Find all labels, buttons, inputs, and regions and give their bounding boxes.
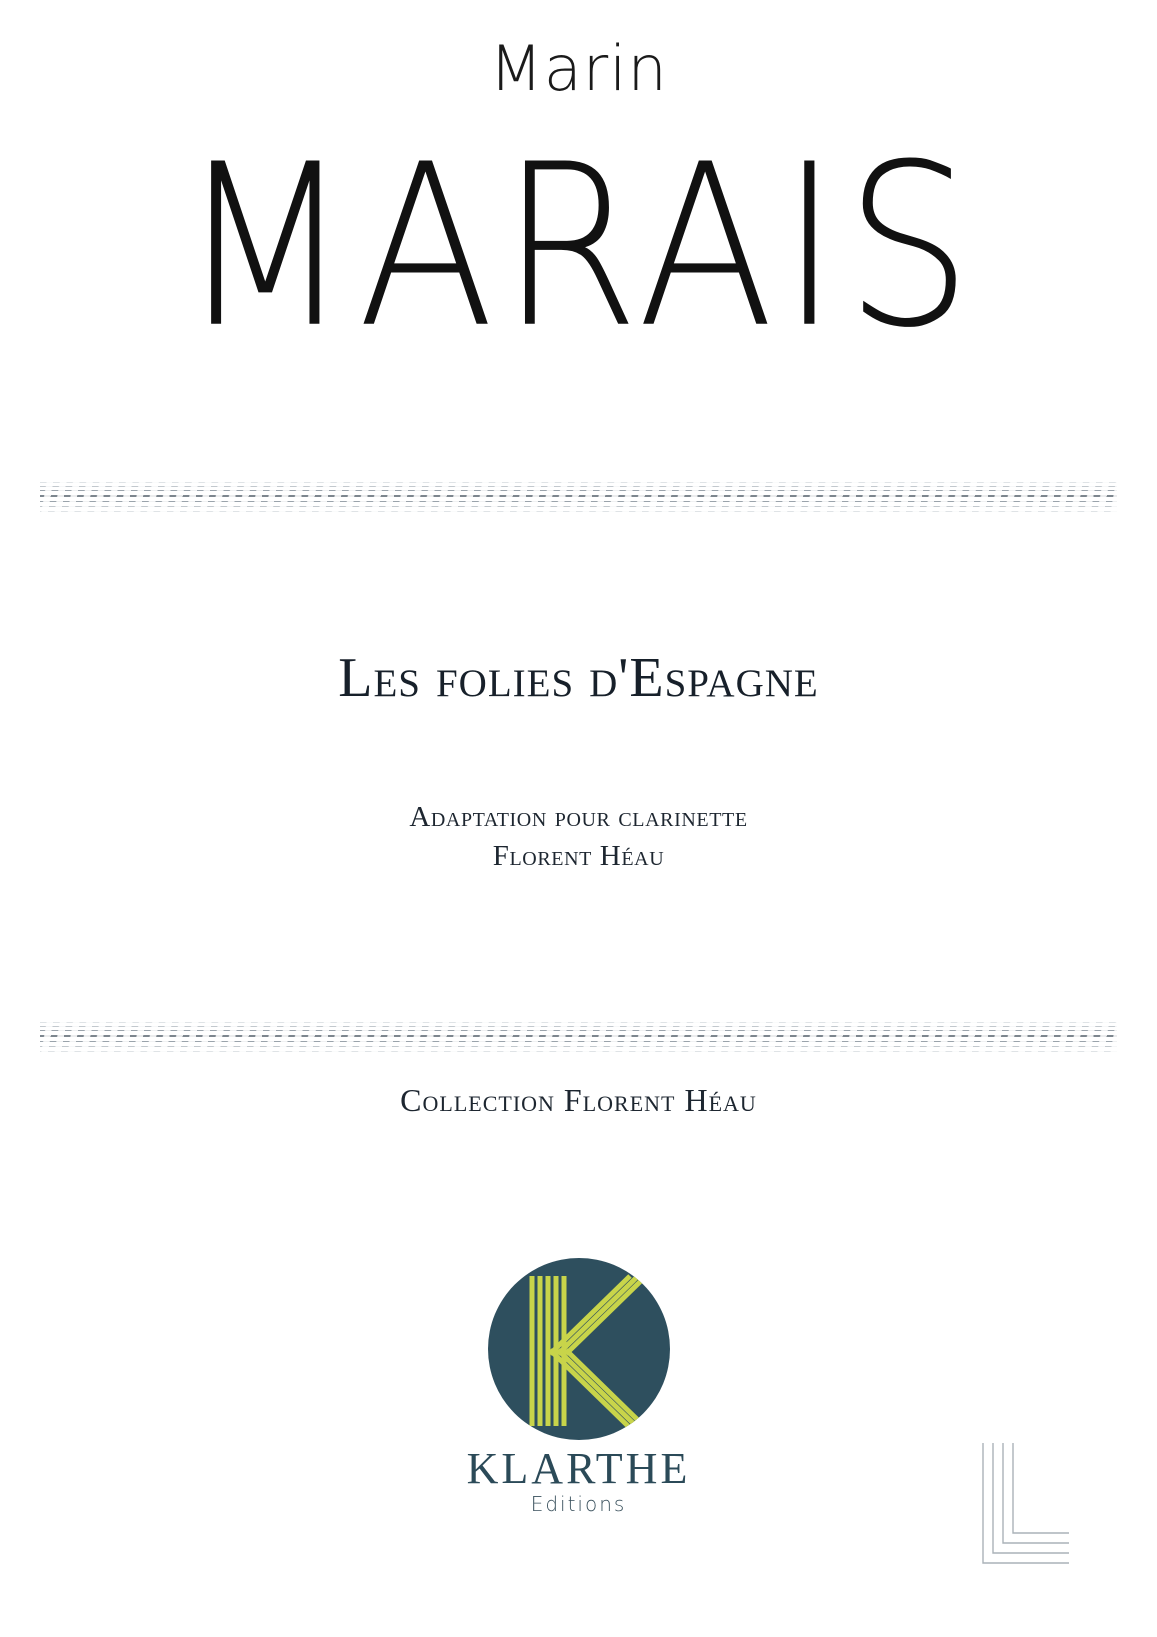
composer-first-name: Marin xyxy=(489,32,668,105)
publisher-subtitle: Editions xyxy=(530,1492,627,1517)
decorative-rule-band-bottom xyxy=(40,1022,1117,1056)
collection-label: Collection Florent Héau xyxy=(400,1082,757,1118)
logo-k-icon xyxy=(488,1258,670,1440)
subtitle-block xyxy=(0,798,1157,876)
decorative-rule-band-top xyxy=(40,482,1117,516)
composer-last-name: MARAIS xyxy=(179,116,978,378)
subtitle-adaptation: Adaptation pour clarinette xyxy=(409,801,748,833)
publisher-name: KLARTHE xyxy=(466,1444,691,1493)
work-title: Les folies d'Espagne xyxy=(338,647,819,709)
corner-bracket-ornament xyxy=(981,1443,1071,1583)
subtitle-arranger: Florent Héau xyxy=(492,840,665,873)
logo-disc-icon xyxy=(488,1258,670,1440)
